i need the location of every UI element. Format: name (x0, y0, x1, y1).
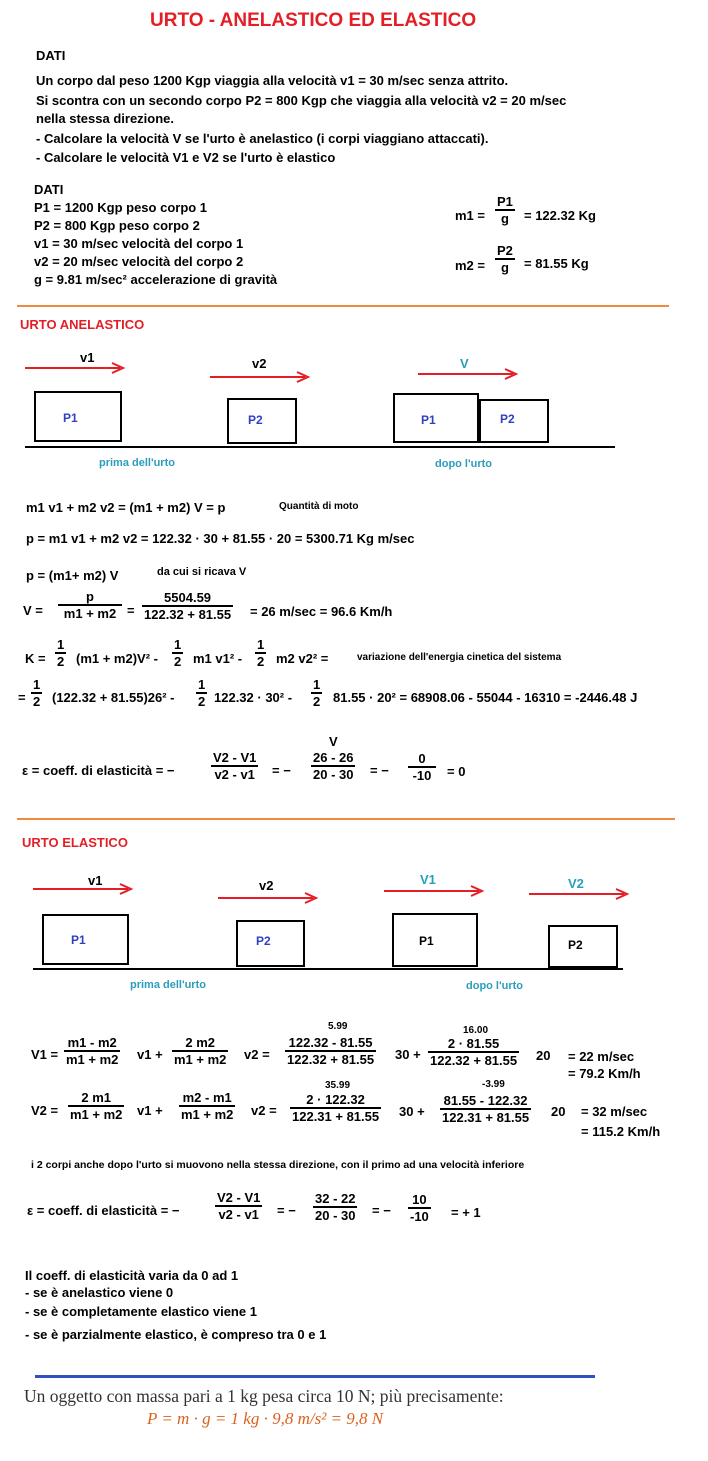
body-p1-label: P1 (71, 933, 86, 947)
frac-num: m1 - m2 (67, 1035, 117, 1050)
V2-lhs: V2 = (31, 1103, 59, 1118)
arrow-label-V1: V1 (420, 872, 436, 887)
body-p2-after-label: P2 (500, 412, 515, 426)
k-term2: m1 v1² - (193, 651, 243, 666)
summary-line: - se è parzialmente elastico, è compreso tra 0 e 1 (25, 1327, 327, 1342)
arrow-label-v2: v2 (259, 878, 274, 893)
eps-num2: 32 - 22 (315, 1191, 356, 1206)
arrow-label-v2: v2 (252, 356, 267, 371)
body-p1-after (393, 393, 479, 443)
V2-frac3 (290, 1092, 381, 1124)
k2-term1: (122.32 + 81.55)26² - (52, 690, 175, 705)
intro-line: - Calcolare le velocità V1 e V2 se l'urto è elastico (36, 150, 336, 165)
body-p1-after-label: P1 (419, 934, 434, 948)
momentum-calc: p = m1 v1 + m2 v2 = 122.32 · 30 + 81.55 · 20 = 5300.71 Kg m/sec (26, 531, 415, 546)
arrow-label-V2: V2 (568, 876, 584, 891)
frac-num: m2 - m1 (182, 1090, 232, 1105)
v-eq: = (127, 603, 135, 618)
k-term1: (m1 + m2)V² - (76, 651, 158, 666)
section-heading-elastic: URTO ELASTICO (22, 835, 128, 850)
m2-rhs: = 81.55 Kg (524, 256, 589, 271)
V1-t4: 20 (536, 1048, 551, 1063)
data-item: P1 = 1200 Kgp peso corpo 1 (34, 200, 208, 215)
body-p2-label: P2 (248, 413, 263, 427)
frac-den: 122.31 + 81.55 (442, 1109, 530, 1125)
frac-den: m1 + m2 (66, 1051, 119, 1067)
eps-den2: 20 - 30 (313, 766, 354, 782)
k-half-num: 1 (57, 637, 65, 652)
V1-annot1: 5.99 (328, 1021, 348, 1032)
section-heading-anelastic: URTO ANELASTICO (20, 317, 145, 332)
arrow-v1 (33, 884, 131, 894)
arrow-V1 (384, 886, 482, 896)
m2-fraction (495, 243, 515, 275)
body-p1-after-label: P1 (421, 413, 436, 427)
section-divider (17, 305, 669, 307)
eps-den2: 20 - 30 (315, 1207, 356, 1223)
v-fraction2 (142, 590, 233, 622)
V1-annot2: 16.00 (463, 1025, 489, 1036)
summary-line: - se è anelastico viene 0 (25, 1285, 174, 1300)
data-item: g = 9.81 m/sec² accelerazione di gravità (34, 272, 278, 287)
frac-den: m1 + m2 (70, 1106, 123, 1122)
eps-den1: v2 - v1 (214, 766, 255, 782)
frac-den: 122.32 + 81.55 (430, 1052, 518, 1068)
v-fraction1 (58, 589, 122, 621)
momentum-eq3: p = (m1+ m2) V (26, 568, 119, 583)
V1-result1: = 22 m/sec (568, 1049, 635, 1064)
arrow-label-V: V (460, 356, 469, 371)
k2-half-3 (311, 677, 322, 709)
intro-line: nella stessa direzione. (36, 111, 175, 126)
m2-num: P2 (497, 243, 513, 258)
eps-den3: -10 (410, 1208, 429, 1224)
V2-frac2 (179, 1090, 235, 1122)
eps-result: = 0 (447, 764, 466, 779)
V2-frac4 (440, 1093, 531, 1125)
eps-result: = + 1 (451, 1205, 481, 1220)
data-heading: DATI (34, 182, 64, 197)
eps-fraction1 (215, 1190, 262, 1222)
k-half-den: 2 (313, 693, 321, 709)
body-p1-label: P1 (63, 411, 78, 425)
V2-t4: 20 (551, 1104, 566, 1119)
after-label: dopo l'urto (466, 980, 523, 992)
eps-fraction3 (408, 751, 436, 783)
summary-line: Il coeff. di elasticità varia da 0 ad 1 (25, 1268, 239, 1283)
V1-frac4 (428, 1036, 519, 1068)
V2-annot2: -3.99 (482, 1079, 505, 1090)
footer-divider (35, 1375, 595, 1378)
eps-fraction2 (313, 1191, 357, 1223)
eps-den1: v2 - v1 (218, 1206, 259, 1222)
V2-result1: = 32 m/sec (581, 1104, 648, 1119)
arrow-label-v1: v1 (80, 350, 95, 365)
eps-lhs: ε = coeff. di elasticità = − (27, 1203, 180, 1218)
arrow-v2 (210, 372, 308, 382)
v-den2: 122.32 + 81.55 (144, 606, 232, 622)
eps-fraction1 (211, 750, 258, 782)
eps-eq2: = − (370, 763, 389, 778)
elastic-diagram-arrows (0, 870, 708, 910)
anelastic-diagram-arrows (0, 340, 708, 390)
k-half-2 (172, 637, 183, 669)
v-den1: m1 + m2 (63, 605, 117, 621)
frac-num: 2 · 81.55 (447, 1036, 500, 1051)
body-p2-after-label: P2 (568, 938, 583, 952)
V2-frac1 (68, 1090, 124, 1122)
section-divider (17, 818, 675, 820)
m1-lhs: m1 = (455, 208, 485, 223)
arrow-v1 (25, 363, 123, 373)
data-item: v2 = 20 m/sec velocità del corpo 2 (34, 254, 244, 269)
k-term3: m2 v2² = (276, 651, 329, 666)
k2-half-2 (196, 677, 207, 709)
eps-fraction2 (311, 750, 355, 782)
k-half-den: 2 (57, 653, 65, 669)
eps-num3: 0 (418, 751, 426, 766)
V1-frac2 (172, 1035, 228, 1067)
k2-lhs: = (18, 690, 26, 705)
eps-den3: -10 (412, 767, 432, 783)
footer-formula: P = m · g = 1 kg · 9,8 m/s² = 9,8 N (147, 1409, 384, 1428)
eps-num3: 10 (412, 1192, 427, 1207)
k2-term2: 122.32 · 30² - (214, 690, 293, 705)
arrow-label-v1: v1 (88, 873, 103, 888)
k-half-3 (255, 637, 266, 669)
V1-t2: v2 = (244, 1047, 270, 1062)
intro-line: - Calcolare la velocità V se l'urto è anelastico (i corpi viaggiano attaccati). (36, 131, 489, 146)
m1-rhs: = 122.32 Kg (524, 208, 596, 223)
k-half-den: 2 (33, 693, 41, 709)
V1-t1: v1 + (137, 1047, 163, 1062)
V1-frac1 (64, 1035, 120, 1067)
frac-den: 122.32 + 81.55 (287, 1051, 375, 1067)
ground-line (25, 446, 615, 448)
frac-num: 2 · 122.32 (306, 1092, 365, 1107)
V1-result2: = 79.2 Km/h (568, 1066, 641, 1081)
m1-fraction (495, 194, 515, 226)
eps-num1: V2 - V1 (213, 750, 257, 765)
k-half-den: 2 (174, 653, 182, 669)
V2-t3: 30 + (399, 1104, 425, 1119)
k-half-den: 2 (257, 653, 265, 669)
eps-eq1: = − (272, 763, 291, 778)
eps-eq1: = − (277, 1203, 296, 1218)
before-label: prima dell'urto (99, 457, 175, 469)
m2-den: g (500, 259, 509, 275)
k-half-num: 1 (198, 677, 206, 692)
V1-frac3 (285, 1035, 376, 1067)
intro-line: Si scontra con un secondo corpo P2 = 800 Kgp che viaggia alla velocità v2 = 20 m/sec (36, 93, 567, 108)
momentum-eq: m1 v1 + m2 v2 = (m1 + m2) V = p (26, 500, 226, 515)
before-label: prima dell'urto (130, 979, 206, 991)
v-result: = 26 m/sec = 96.6 Km/h (250, 604, 393, 619)
v-num2: 5504.59 (164, 590, 212, 605)
frac-num: 2 m2 (185, 1035, 216, 1050)
frac-den: 122.31 + 81.55 (292, 1108, 380, 1124)
k-half-den: 2 (198, 693, 206, 709)
frac-den: m1 + m2 (174, 1051, 227, 1067)
momentum-note: Quantità di moto (279, 501, 359, 512)
body-p2-after (548, 925, 618, 968)
k2-term3: 81.55 · 20² = 68908.06 - 55044 - 16310 = -2446.48 J (333, 690, 638, 705)
k-half-num: 1 (33, 677, 41, 692)
body-p1-after (392, 913, 478, 967)
elastic-note: i 2 corpi anche dopo l'urto si muovono nella stessa direzione, con il primo ad una velocità inferiore (31, 1159, 525, 1171)
k-lhs: K = (25, 651, 46, 666)
momentum-eq3-note: da cui si ricava V (157, 566, 247, 578)
k-half-1 (55, 637, 66, 669)
eps-num1: V2 - V1 (217, 1190, 261, 1205)
k-half-num: 1 (174, 637, 182, 652)
V2-t2: v2 = (251, 1103, 277, 1118)
v-lhs: V = (23, 603, 43, 618)
summary-line: - se è completamente elastico viene 1 (25, 1304, 257, 1319)
eps-lhs: ε = coeff. di elasticità = − (22, 763, 175, 778)
k-half-num: 1 (257, 637, 265, 652)
body-p1 (34, 391, 122, 442)
frac-num: 81.55 - 122.32 (443, 1093, 528, 1108)
m1-num: P1 (497, 194, 513, 209)
ground-line (33, 968, 623, 970)
k2-half-1 (31, 677, 42, 709)
body-p2-label: P2 (256, 934, 271, 948)
V1-t3: 30 + (395, 1047, 421, 1062)
intro-heading: DATI (36, 48, 66, 63)
v-num1: p (86, 589, 94, 604)
m1-den: g (500, 210, 509, 226)
intro-line: Un corpo dal peso 1200 Kgp viaggia alla velocità v1 = 30 m/sec senza attrito. (36, 73, 509, 88)
eps-num2: 26 - 26 (313, 750, 354, 765)
data-item: v1 = 30 m/sec velocità del corpo 1 (34, 236, 244, 251)
arrow-v2 (218, 893, 316, 903)
data-item: P2 = 800 Kgp peso corpo 2 (34, 218, 200, 233)
m2-lhs: m2 = (455, 258, 485, 273)
after-label: dopo l'urto (435, 458, 492, 470)
footer-text: Un oggetto con massa pari a 1 kg pesa circa 10 N; più precisamente: (24, 1386, 504, 1406)
V2-result2: = 115.2 Km/h (581, 1124, 661, 1139)
eps-eq2: = − (372, 1203, 391, 1218)
k-note: variazione dell'energia cinetica del sistema (357, 652, 562, 663)
V2-annot1: 35.99 (325, 1080, 351, 1091)
V2-t1: v1 + (137, 1103, 163, 1118)
page-title: URTO - ANELASTICO ED ELASTICO (150, 10, 477, 31)
V1-lhs: V1 = (31, 1047, 59, 1062)
frac-den: m1 + m2 (181, 1106, 234, 1122)
eps-fraction3 (408, 1192, 431, 1224)
frac-num: 2 m1 (81, 1090, 112, 1105)
frac-num: 122.32 - 81.55 (288, 1035, 373, 1050)
k-half-num: 1 (313, 677, 321, 692)
eps-v-annot: V (329, 734, 338, 749)
